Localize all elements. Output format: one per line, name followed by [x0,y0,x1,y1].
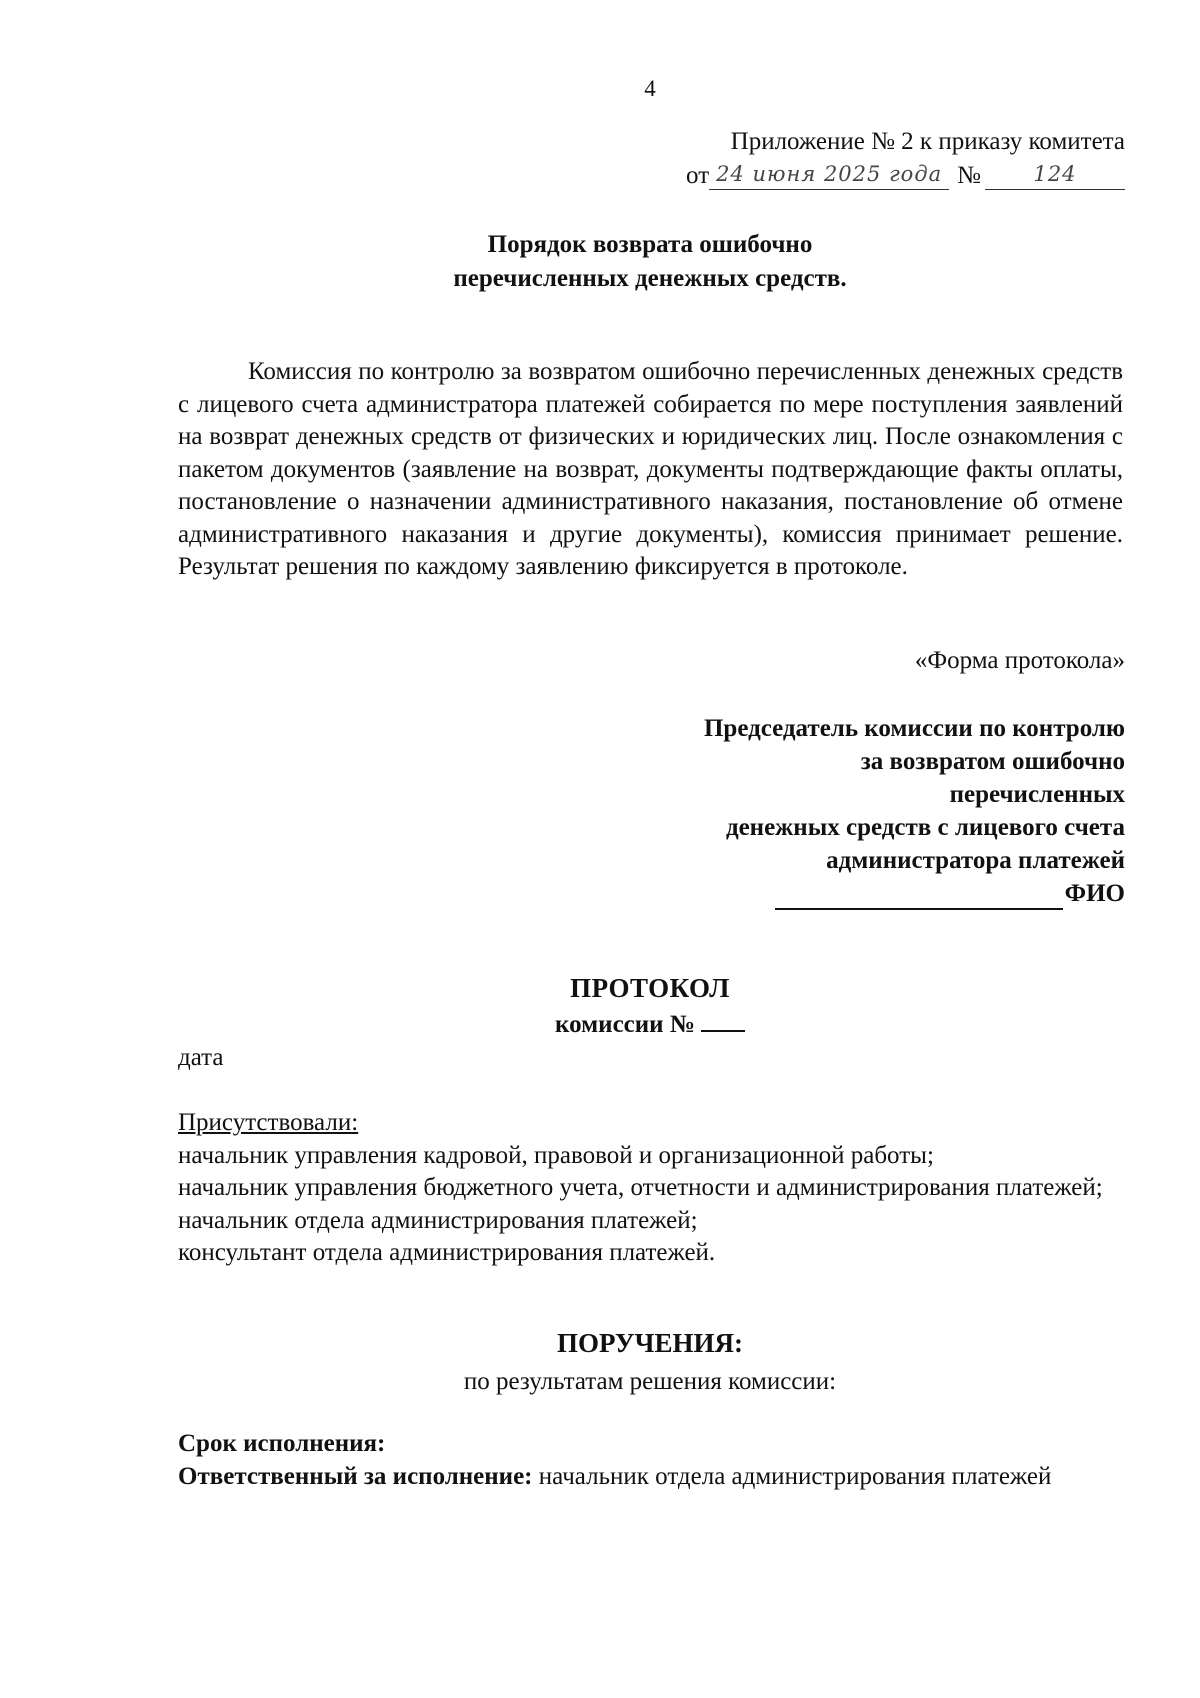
chairman-line: за возвратом ошибочно [860,748,1125,775]
responsible-line [178,1461,1123,1494]
handwritten-date: 24 июня 2025 года [709,159,949,190]
title-line-1: Порядок возврата ошибочно [487,231,813,258]
present-heading: Присутствовали: [178,1109,359,1136]
chairman-line: администратора платежей [826,847,1125,874]
responsible-label: Ответственный за исполнение: [178,1462,533,1490]
page-number: 4 [644,76,656,101]
protocol-subtitle-text: комиссии № [555,1011,695,1038]
from-label: от [686,162,710,189]
execution-block [178,1428,1123,1493]
orders-subheading: по результатам решения комиссии: [463,1368,837,1395]
date-label: дата [178,1044,224,1071]
fio-label: ФИО [1064,880,1125,907]
body-paragraph: Комиссия по контролю за возвратом ошибочно перечисленных денежных средств с лицевого счета администратора платежей собирается по мере поступления заявлений на возврат денежных средств от физических и юридических лиц. После ознакомления с пакетом документов (заявление на возврат, документы подтверждающие факты оплаты, постановление о назначении административного наказания, постановление об отмене административного наказания и другие документы), комиссия принимает решение. Результат решения по каждому заявлению фиксируется в протоколе. [178,358,1123,580]
fio-signature-line [775,877,1125,910]
protocol-title: ПРОТОКОЛ [570,973,730,1003]
appendix-header: Приложение № 2 к приказу комитета [730,128,1125,155]
chairman-line: перечисленных [949,781,1125,808]
present-item: начальник отдела администрирования платежей; [178,1206,698,1234]
chairman-line: денежных средств с лицевого счета [725,814,1125,841]
chairman-line: Председатель комиссии по контролю [703,715,1125,742]
present-block [178,1107,1123,1270]
present-item: начальник управления бюджетного учета, отчетности и администрирования платежей; [178,1174,1103,1201]
number-label: № [957,162,981,189]
present-item: консультант отдела администрирования платежей. [178,1239,716,1266]
handwritten-number: 124 [985,159,1125,190]
protocol-number-blank [701,1008,745,1032]
present-item: начальник управления кадровой, правовой и организационной работы; [178,1141,934,1169]
order-reference [686,159,1125,190]
chairman-block [704,712,1125,919]
title-line-2: перечисленных денежных средств. [453,265,847,292]
signature-blank [775,882,1063,910]
document-title [0,228,1200,296]
deadline-label: Срок исполнения: [178,1430,386,1457]
protocol-subtitle [0,1008,1200,1039]
responsible-value: начальник отдела администрирования платежей [538,1462,1052,1490]
orders-heading: ПОРУЧЕНИЯ: [557,1328,743,1358]
form-label: «Форма протокола» [914,647,1125,674]
